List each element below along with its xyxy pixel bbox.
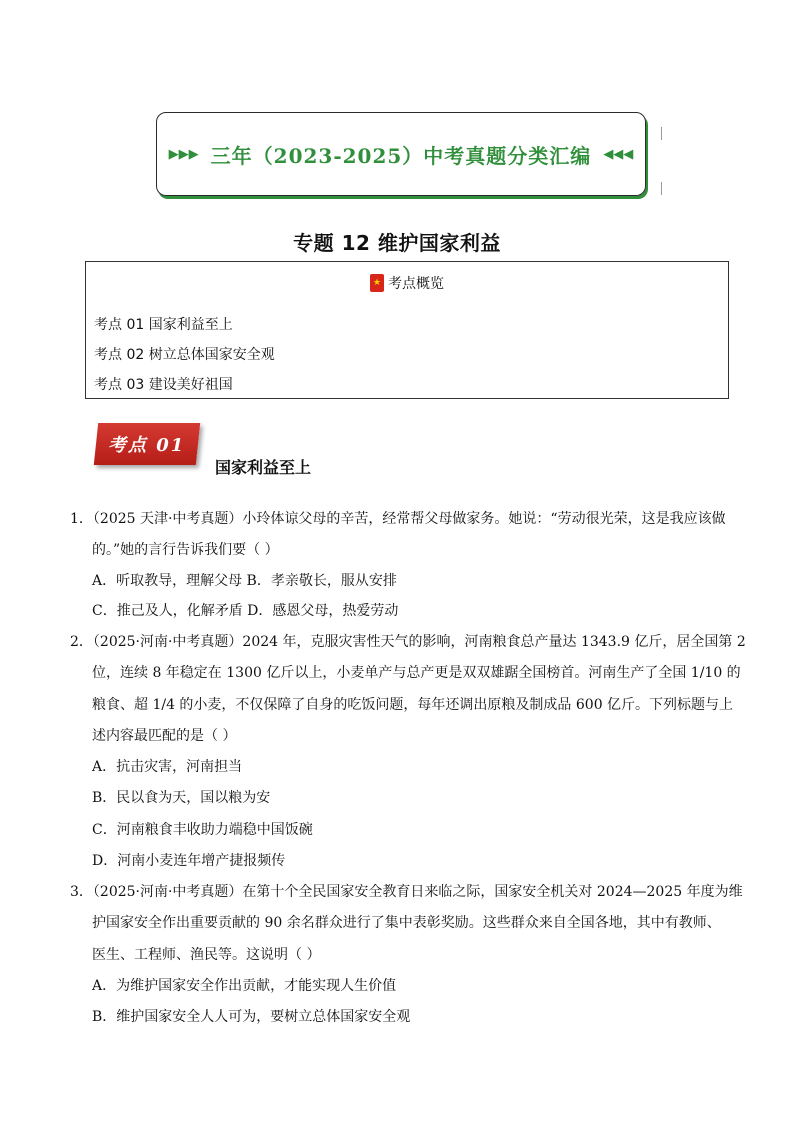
flag-icon: ★	[370, 274, 384, 292]
left-arrows-icon: ◀◀◀	[603, 146, 634, 162]
question-2-line: 2．（2025·河南·中考真题）2024 年，克服灾害性天气的影响，河南粮食总产量达 1343.9 亿斤，居全国第 2	[70, 634, 746, 650]
section-badge-label: 考点 01	[108, 435, 186, 456]
overview-box	[85, 261, 729, 399]
question-2-option: C．河南粮食丰收助力端稳中国饭碗	[92, 822, 313, 838]
overview-header	[86, 273, 728, 293]
question-1-line: 1．（2025 天津·中考真题）小玲体谅父母的辛苦，经常帮父母做家务。她说：“劳动很光荣，这是我应该做	[70, 511, 726, 527]
section-badge	[94, 423, 200, 465]
question-3-option: B．维护国家安全人人可为，要树立总体国家安全观	[92, 1009, 411, 1025]
overview-item: 考点 03 建设美好祖国	[94, 377, 233, 393]
page-edge-mark	[661, 127, 662, 140]
overview-item: 考点 01 国家利益至上	[94, 317, 233, 333]
question-1-line: 的。”她的言行告诉我们要（ ）	[92, 542, 279, 558]
overview-item: 考点 02 树立总体国家安全观	[94, 347, 275, 363]
page-title: 专题 12 维护国家利益	[293, 231, 501, 255]
question-3-option: A．为维护国家安全作出贡献，才能实现人生价值	[92, 978, 397, 994]
question-1-options: A．听取教导，理解父母 B．孝亲敬长，服从安排	[92, 573, 397, 589]
page-edge-mark	[661, 182, 662, 195]
right-arrows-icon: ▶▶▶	[168, 146, 199, 162]
question-2-option: A．抗击灾害，河南担当	[92, 759, 243, 775]
question-1-options: C．推己及人，化解矛盾 D．感恩父母，热爱劳动	[92, 603, 399, 619]
question-3-line: 3．（2025·河南·中考真题）在第十个全民国家安全教育日来临之际，国家安全机关对 2024—2025 年度为维	[70, 884, 743, 900]
section-heading: 国家利益至上	[215, 458, 312, 477]
question-2-line: 位，连续 8 年稳定在 1300 亿斤以上，小麦单产与总产更是双双雄踞全国榜首。河南生产了全国 1/10 的	[92, 665, 741, 681]
question-2-option: D．河南小麦连年增产捷报频传	[92, 853, 286, 869]
overview-heading: 考点概览	[388, 276, 444, 292]
question-3-line: 护国家安全作出重要贡献的 90 余名群众进行了集中表彰奖励。这些群众来自全国各地，其中有教师、	[92, 915, 721, 931]
question-2-line: 粮食、超 1/4 的小麦，不仅保障了自身的吃饭问题，每年还调出原粮及制成品 600 亿斤。下列标题与上	[92, 697, 734, 713]
question-2-line: 述内容最匹配的是（ ）	[92, 728, 237, 744]
collection-banner	[156, 112, 646, 196]
question-3-line: 医生、工程师、渔民等。这说明（ ）	[92, 947, 321, 963]
banner-title: 三年（2023-2025）中考真题分类汇编	[210, 143, 592, 168]
question-2-option: B．民以食为天，国以粮为安	[92, 790, 271, 806]
